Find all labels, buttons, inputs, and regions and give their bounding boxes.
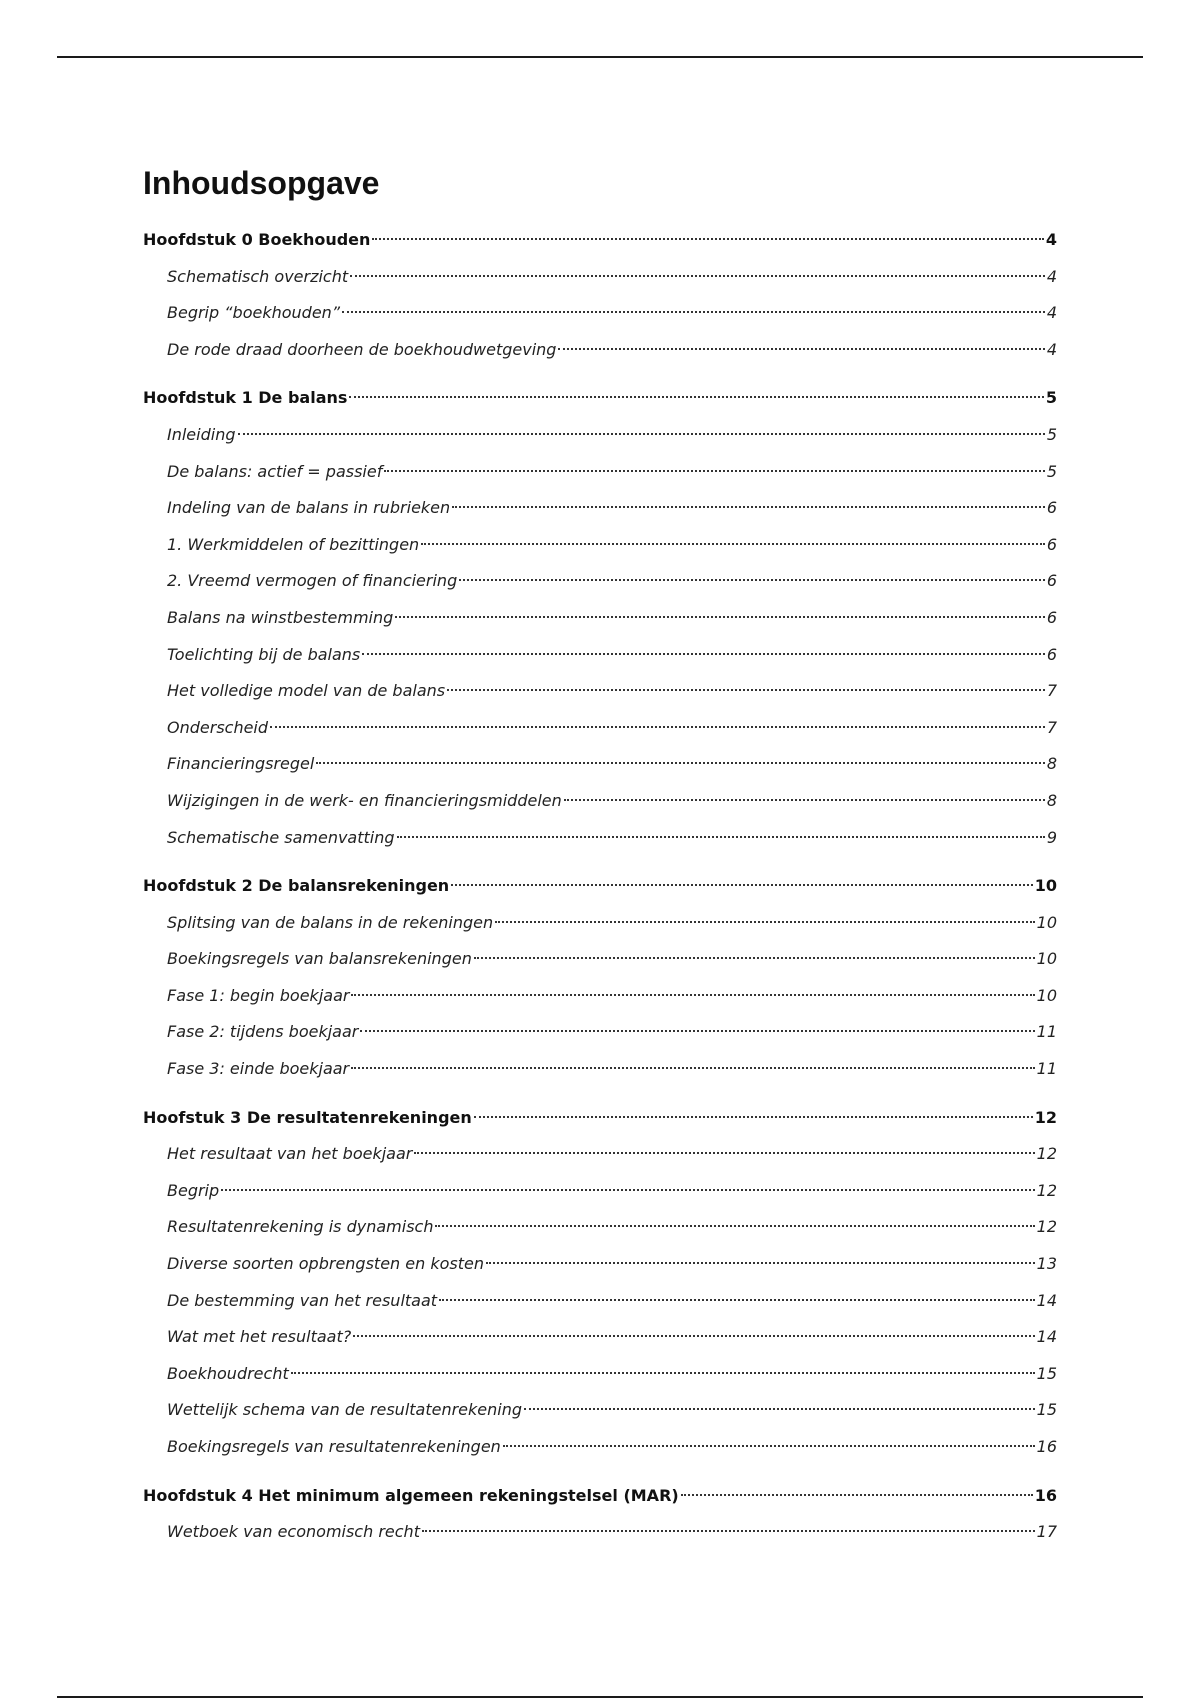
toc-entry-label: Indeling van de balans in rubrieken bbox=[167, 498, 451, 518]
toc-entry-label: Wetboek van economisch recht bbox=[167, 1522, 420, 1542]
dot-leader bbox=[342, 310, 1045, 313]
dot-leader bbox=[349, 395, 1043, 398]
dot-leader bbox=[395, 615, 1045, 618]
toc-page-number: 15 bbox=[1036, 1400, 1057, 1420]
toc-entry-label: Hoofdstuk 1 De balans bbox=[143, 388, 348, 408]
toc-section-entry[interactable] bbox=[143, 563, 1057, 600]
toc-page-number: 6 bbox=[1046, 534, 1057, 554]
toc-page-number: 4 bbox=[1046, 339, 1057, 359]
toc-section-entry[interactable] bbox=[143, 1514, 1057, 1551]
toc-entry-label: De rode draad doorheen de boekhoudwetgeving bbox=[167, 339, 557, 359]
toc-page-number: 10 bbox=[1036, 912, 1057, 932]
toc-page-number: 17 bbox=[1036, 1522, 1057, 1542]
toc-entry-label: Fase 1: begin boekjaar bbox=[167, 985, 350, 1005]
toc-entry-label: Begrip “boekhouden” bbox=[167, 303, 341, 323]
dot-leader bbox=[451, 883, 1033, 886]
toc-page-number: 5 bbox=[1046, 461, 1057, 481]
toc-page-number: 14 bbox=[1036, 1290, 1057, 1310]
toc-chapter-entry[interactable] bbox=[143, 222, 1057, 259]
toc-entry-label: Onderscheid bbox=[167, 717, 269, 737]
toc-entry-label: Boekhoudrecht bbox=[167, 1363, 289, 1383]
dot-leader bbox=[351, 993, 1034, 996]
toc-entry-label: Resultatenrekening is dynamisch bbox=[167, 1217, 434, 1237]
toc-page-number: 6 bbox=[1046, 607, 1057, 627]
toc-entry-label: Toelichting bij de balans bbox=[167, 644, 361, 664]
toc-entry-label: De bestemming van het resultaat bbox=[167, 1290, 438, 1310]
header-rule bbox=[57, 56, 1143, 58]
toc-page-number: 10 bbox=[1036, 985, 1057, 1005]
toc-chapter-group bbox=[143, 222, 1057, 368]
toc-section-entry[interactable] bbox=[143, 1429, 1057, 1466]
footer-rule bbox=[57, 1696, 1143, 1698]
toc-section-entry[interactable] bbox=[143, 1051, 1057, 1088]
toc-page-number: 12 bbox=[1036, 1180, 1057, 1200]
toc-page-number: 8 bbox=[1046, 754, 1057, 774]
page-title: Inhoudsopgave bbox=[143, 165, 380, 201]
toc-entry-label: Splitsing van de balans in de rekeningen bbox=[167, 912, 494, 932]
toc-page-number: 4 bbox=[1046, 303, 1057, 323]
dot-leader bbox=[422, 1529, 1035, 1532]
dot-leader bbox=[360, 1029, 1034, 1032]
dot-leader bbox=[238, 432, 1045, 435]
dot-leader bbox=[351, 1066, 1035, 1069]
toc-page-number: 7 bbox=[1046, 681, 1057, 701]
dot-leader bbox=[350, 274, 1045, 277]
toc-page-number: 14 bbox=[1036, 1327, 1057, 1347]
toc-section-entry[interactable] bbox=[143, 259, 1057, 296]
toc-page-number: 4 bbox=[1046, 266, 1057, 286]
toc-section-entry[interactable] bbox=[143, 978, 1057, 1015]
dot-leader bbox=[564, 798, 1045, 801]
dot-leader bbox=[495, 920, 1034, 923]
dot-leader bbox=[362, 652, 1045, 655]
toc-page-number: 16 bbox=[1034, 1485, 1057, 1505]
toc-entry-label: De balans: actief = passief bbox=[167, 461, 383, 481]
dot-leader bbox=[447, 688, 1045, 691]
toc-page-number: 8 bbox=[1046, 790, 1057, 810]
dot-leader bbox=[353, 1334, 1034, 1337]
toc-page-number: 12 bbox=[1034, 1107, 1057, 1127]
toc-section-entry[interactable] bbox=[143, 783, 1057, 820]
toc-section-entry[interactable] bbox=[143, 941, 1057, 978]
toc-entry-label: Wettelijk schema van de resultatenrekening bbox=[167, 1400, 523, 1420]
toc-section-entry[interactable] bbox=[143, 600, 1057, 637]
dot-leader bbox=[459, 578, 1045, 581]
toc-page-number: 11 bbox=[1036, 1022, 1057, 1042]
dot-leader bbox=[435, 1224, 1034, 1227]
toc-entry-label: Wijzigingen in de werk- en financieringsmiddelen bbox=[167, 790, 562, 810]
toc-chapter-group bbox=[143, 1478, 1057, 1551]
toc-entry-label: Hoofdstuk 2 De balansrekeningen bbox=[143, 876, 450, 896]
toc-chapter-group bbox=[143, 1100, 1057, 1466]
dot-leader bbox=[372, 237, 1043, 240]
dot-leader bbox=[524, 1407, 1035, 1410]
dot-leader bbox=[474, 1115, 1033, 1118]
toc-section-entry[interactable] bbox=[143, 295, 1057, 332]
toc-section-entry[interactable] bbox=[143, 820, 1057, 857]
toc-page-number: 6 bbox=[1046, 644, 1057, 664]
toc-section-entry[interactable] bbox=[143, 454, 1057, 491]
dot-leader bbox=[474, 956, 1035, 959]
dot-leader bbox=[681, 1493, 1033, 1496]
toc-chapter-entry[interactable] bbox=[143, 1478, 1057, 1515]
toc-section-entry[interactable] bbox=[143, 527, 1057, 564]
toc-entry-label: Het volledige model van de balans bbox=[167, 681, 446, 701]
toc-chapter-group bbox=[143, 380, 1057, 856]
dot-leader bbox=[316, 761, 1044, 764]
toc-section-entry[interactable] bbox=[143, 1356, 1057, 1393]
toc-page-number: 15 bbox=[1036, 1363, 1057, 1383]
dot-leader bbox=[452, 505, 1045, 508]
toc-page-number: 12 bbox=[1036, 1217, 1057, 1237]
toc-entry-label: Hoofstuk 3 De resultatenrekeningen bbox=[143, 1107, 472, 1127]
toc-entry-label: Boekingsregels van resultatenrekeningen bbox=[167, 1437, 501, 1456]
toc-entry-label: Hoofdstuk 4 Het minimum algemeen rekeningstelsel (MAR) bbox=[143, 1485, 679, 1505]
toc-entry-label: Boekingsregels van balansrekeningen bbox=[167, 949, 472, 969]
dot-leader bbox=[221, 1188, 1034, 1191]
toc-section-entry[interactable] bbox=[143, 1136, 1057, 1173]
toc-page-number: 13 bbox=[1036, 1254, 1057, 1274]
toc-section-entry[interactable] bbox=[143, 332, 1057, 369]
toc-section-entry[interactable] bbox=[143, 490, 1057, 527]
toc-entry-label: Fase 2: tijdens boekjaar bbox=[167, 1022, 359, 1042]
toc-page-number: 9 bbox=[1046, 827, 1057, 847]
toc-page-number: 6 bbox=[1046, 498, 1057, 518]
toc-section-entry[interactable] bbox=[143, 1319, 1057, 1356]
toc-page-number: 5 bbox=[1046, 424, 1057, 444]
toc-page-number: 6 bbox=[1046, 571, 1057, 591]
toc-section-entry[interactable] bbox=[143, 710, 1057, 747]
dot-leader bbox=[503, 1444, 1035, 1447]
toc-entry-label: Schematische samenvatting bbox=[167, 827, 395, 847]
toc-chapter-group bbox=[143, 868, 1057, 1088]
toc-page-number: 7 bbox=[1046, 717, 1057, 737]
toc-chapter-entry[interactable] bbox=[143, 868, 1057, 905]
toc-entry-label: Schematisch overzicht bbox=[167, 266, 349, 286]
toc-section-entry[interactable] bbox=[143, 1283, 1057, 1320]
toc-section-entry[interactable] bbox=[143, 746, 1057, 783]
dot-leader bbox=[384, 469, 1044, 472]
toc-entry-label: Fase 3: einde boekjaar bbox=[167, 1059, 350, 1079]
toc-page-number: 10 bbox=[1034, 876, 1057, 896]
toc-entry-label: 2. Vreemd vermogen of financiering bbox=[167, 571, 458, 591]
toc-chapter-entry[interactable] bbox=[143, 380, 1057, 417]
toc-chapter-entry[interactable] bbox=[143, 1100, 1057, 1137]
table-of-contents bbox=[143, 222, 1057, 1551]
toc-entry-label: Het resultaat van het boekjaar bbox=[167, 1144, 413, 1164]
toc-page-number: 10 bbox=[1036, 949, 1057, 969]
toc-section-entry[interactable] bbox=[143, 1209, 1057, 1246]
toc-entry-label: Financieringsregel bbox=[167, 754, 315, 774]
toc-entry-label: Inleiding bbox=[167, 424, 236, 444]
dot-leader bbox=[291, 1371, 1035, 1374]
dot-leader bbox=[558, 347, 1044, 350]
toc-page-number: 16 bbox=[1036, 1437, 1057, 1456]
toc-entry-label: Hoofdstuk 0 Boekhouden bbox=[143, 230, 371, 249]
toc-section-entry[interactable] bbox=[143, 1173, 1057, 1210]
toc-entry-label: Diverse soorten opbrengsten en kosten bbox=[167, 1254, 484, 1274]
toc-section-entry[interactable] bbox=[143, 1246, 1057, 1283]
dot-leader bbox=[439, 1298, 1035, 1301]
toc-page-number: 11 bbox=[1036, 1059, 1057, 1079]
toc-page-number: 5 bbox=[1045, 388, 1057, 408]
toc-entry-label: Begrip bbox=[167, 1180, 220, 1200]
toc-section-entry[interactable] bbox=[143, 905, 1057, 942]
toc-section-entry[interactable] bbox=[143, 1014, 1057, 1051]
dot-leader bbox=[397, 835, 1045, 838]
toc-section-entry[interactable] bbox=[143, 417, 1057, 454]
toc-entry-label: Balans na winstbestemming bbox=[167, 607, 394, 627]
toc-section-entry[interactable] bbox=[143, 673, 1057, 710]
toc-entry-label: 1. Werkmiddelen of bezittingen bbox=[167, 534, 420, 554]
toc-page-number: 12 bbox=[1036, 1144, 1057, 1164]
dot-leader bbox=[270, 725, 1045, 728]
dot-leader bbox=[421, 542, 1045, 545]
dot-leader bbox=[414, 1151, 1034, 1154]
dot-leader bbox=[486, 1261, 1035, 1264]
toc-page-number: 4 bbox=[1045, 230, 1057, 249]
toc-section-entry[interactable] bbox=[143, 637, 1057, 674]
toc-entry-label: Wat met het resultaat? bbox=[167, 1327, 352, 1347]
toc-section-entry[interactable] bbox=[143, 1392, 1057, 1429]
